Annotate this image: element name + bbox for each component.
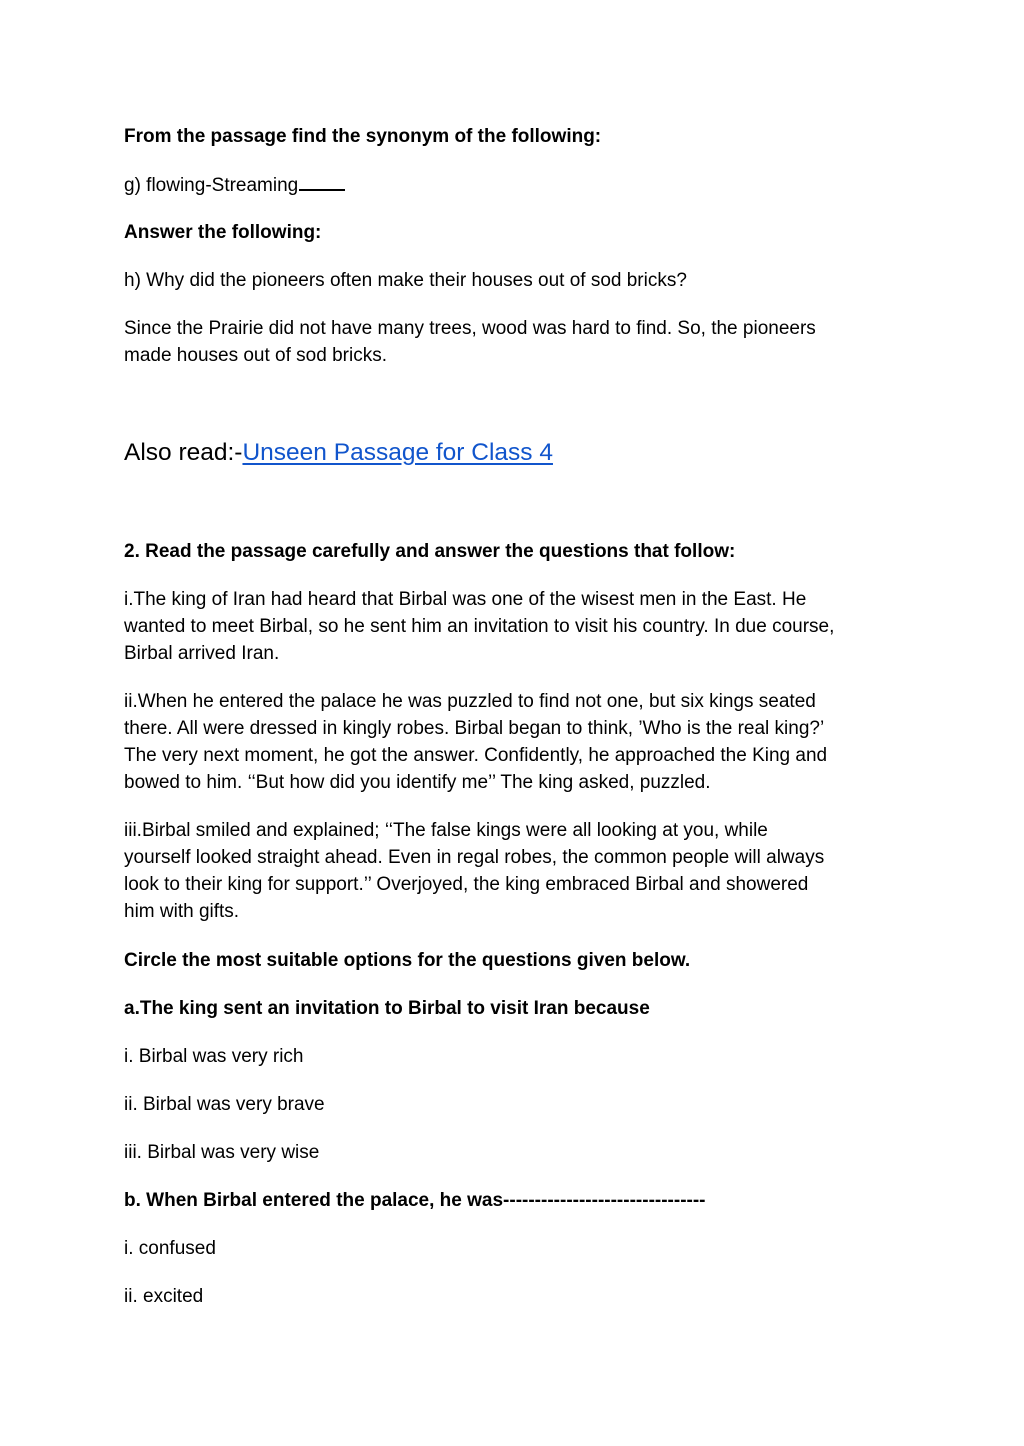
passage-heading: 2. Read the passage carefully and answer the questions that follow: <box>124 541 736 562</box>
para2-line4: bowed to him. ‘‘But how did you identify me’’ The king asked, puzzled. <box>124 772 711 793</box>
para1-line3: Birbal arrived Iran. <box>124 643 280 664</box>
document-page <box>124 0 904 1446</box>
also-read-prefix: Also read:- <box>124 439 243 466</box>
para2-line2: there. All were dressed in kingly robes. Birbal began to think, ’Who is the real king?’ <box>124 718 825 739</box>
option-b-1: i. confused <box>124 1238 216 1259</box>
para1-line1: i.The king of Iran had heard that Birbal was one of the wisest men in the East. He <box>124 589 807 610</box>
para3-line2: yourself looked straight ahead. Even in regal robes, the common people will always <box>124 847 825 868</box>
para3-line3: look to their king for support.’’ Overjoyed, the king embraced Birbal and showered <box>124 874 809 895</box>
synonym-item <box>124 171 345 199</box>
para2-line3: The very next moment, he got the answer. Confidently, he approached the King and <box>124 745 828 766</box>
answer-heading: Answer the following: <box>124 222 322 243</box>
also-read <box>124 437 553 469</box>
question-h: h) Why did the pioneers often make their houses out of sod bricks? <box>124 270 687 291</box>
question-b: b. When Birbal entered the palace, he was-------------------------------- <box>124 1190 706 1211</box>
synonym-heading: From the passage find the synonym of the following: <box>124 126 602 147</box>
option-b-2: ii. excited <box>124 1286 204 1307</box>
instruction: Circle the most suitable options for the questions given below. <box>124 950 691 971</box>
para3-line1: iii.Birbal smiled and explained; ‘‘The false kings were all looking at you, while <box>124 820 768 841</box>
question-a: a.The king sent an invitation to Birbal to visit Iran because <box>124 998 650 1019</box>
synonym-item-text: g) flowing-Streaming <box>124 175 299 196</box>
option-a-1: i. Birbal was very rich <box>124 1046 304 1067</box>
answer-h-line1: Since the Prairie did not have many trees, wood was hard to find. So, the pioneers <box>124 318 816 339</box>
answer-blank <box>299 171 345 191</box>
para2-line1: ii.When he entered the palace he was puzzled to find not one, but six kings seated <box>124 691 816 712</box>
para3-line4: him with gifts. <box>124 901 240 922</box>
option-a-2: ii. Birbal was very brave <box>124 1094 325 1115</box>
option-a-3: iii. Birbal was very wise <box>124 1142 320 1163</box>
also-read-link[interactable]: Unseen Passage for Class 4 <box>242 439 553 466</box>
para1-line2: wanted to meet Birbal, so he sent him an invitation to visit his country. In due course, <box>124 616 835 637</box>
answer-h-line2: made houses out of sod bricks. <box>124 345 387 366</box>
